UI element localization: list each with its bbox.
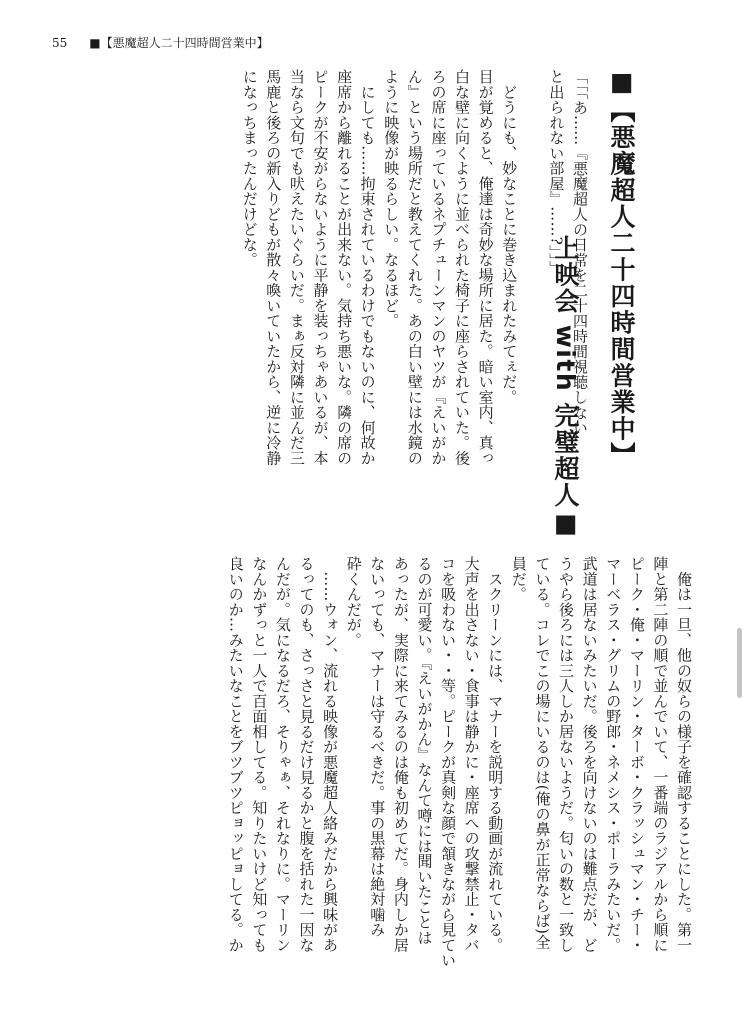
chapter-title: ■【悪魔超人二十四時間営業中】	[607, 67, 636, 469]
scrollbar[interactable]	[737, 628, 742, 698]
chapter-subtitle: 上映会 with 完璧超人■	[551, 235, 580, 539]
body-text-bottom: 俺は一旦、他の奴らの様子を確認することにした。第一 陣と第二陣の順で並んでいて、一番端のラジアルから順に ピーク・俺・マーリン・ターボ・クラッシュマン・チー・ マーベラス・グリムの野郎・ネメシス・ポーラみたいだ。 武道は居ないみたいだ。後ろを向けないのは難点だが、ど うやら後ろには三人しか居ないようだ。匂いの数と一致し ている。コレでこの場にいるのは(俺の鼻が正常ならば)全 員だ。 スクリーンには、マナーを説明する動画が流れている。 大声を出さない・食事は静かに・座席への攻撃禁止・タバ コを吸わない・・等。ピークが真剣な顔で頷きながら見てい るのが可愛い。『えいがかん』なんて噂には聞いたことは あったが、実際に来てみるのは俺も初めてだ。身内しか居 ないっても、マナーは守るべきだ。事の黒幕は絶対噛み 砕くんだが。 ……ウォン、流れる映像が悪魔超人絡みだから興味があ るってのも、さっさと見るだけ見るかと腹を括れた一因な んだが。気になるだろ、そりゃぁ、それなりに。マーリン なんかずっと一人で百面相してる。知りたいけど知っても 良いのか…みたいなことをブツブツピョッピョしてる。か	[226, 556, 693, 968]
page-header	[52, 34, 269, 51]
page-number: 55	[52, 36, 68, 50]
running-title: ■【悪魔超人二十四時間営業中】	[89, 36, 269, 50]
body-text-top: 「「「あ……『悪魔超人の日常を二十四時間視聴しない と出られない部屋』……?」」」 どうにも、妙なことに巻き込まれたみてぇだ。 目が覚めると、俺達は奇妙な場所に居た。暗い室内、真っ 白な壁に向くように並べられた椅子に座らされていた。後 ろの席に座っているネプチューンマンのヤツが『えいがか ん』という場所だと教えてくれた。あの白い壁には水鏡の ように映像が映るらしい。なるほど。 にしても……拘束されているわけでもないのに、何故か 座席から離れることが出来ない。気持ち悪いな。隣の席の ピークが不安がらないように平静を装っちゃあいるが、本 当なら文句でも吠えたいぐらいだ。まぁ反対隣に並んだ三 馬鹿と後ろの新入りどもが散々喚いていたから、逆に冷静 になっちまったんだけどな。	[240, 69, 589, 466]
